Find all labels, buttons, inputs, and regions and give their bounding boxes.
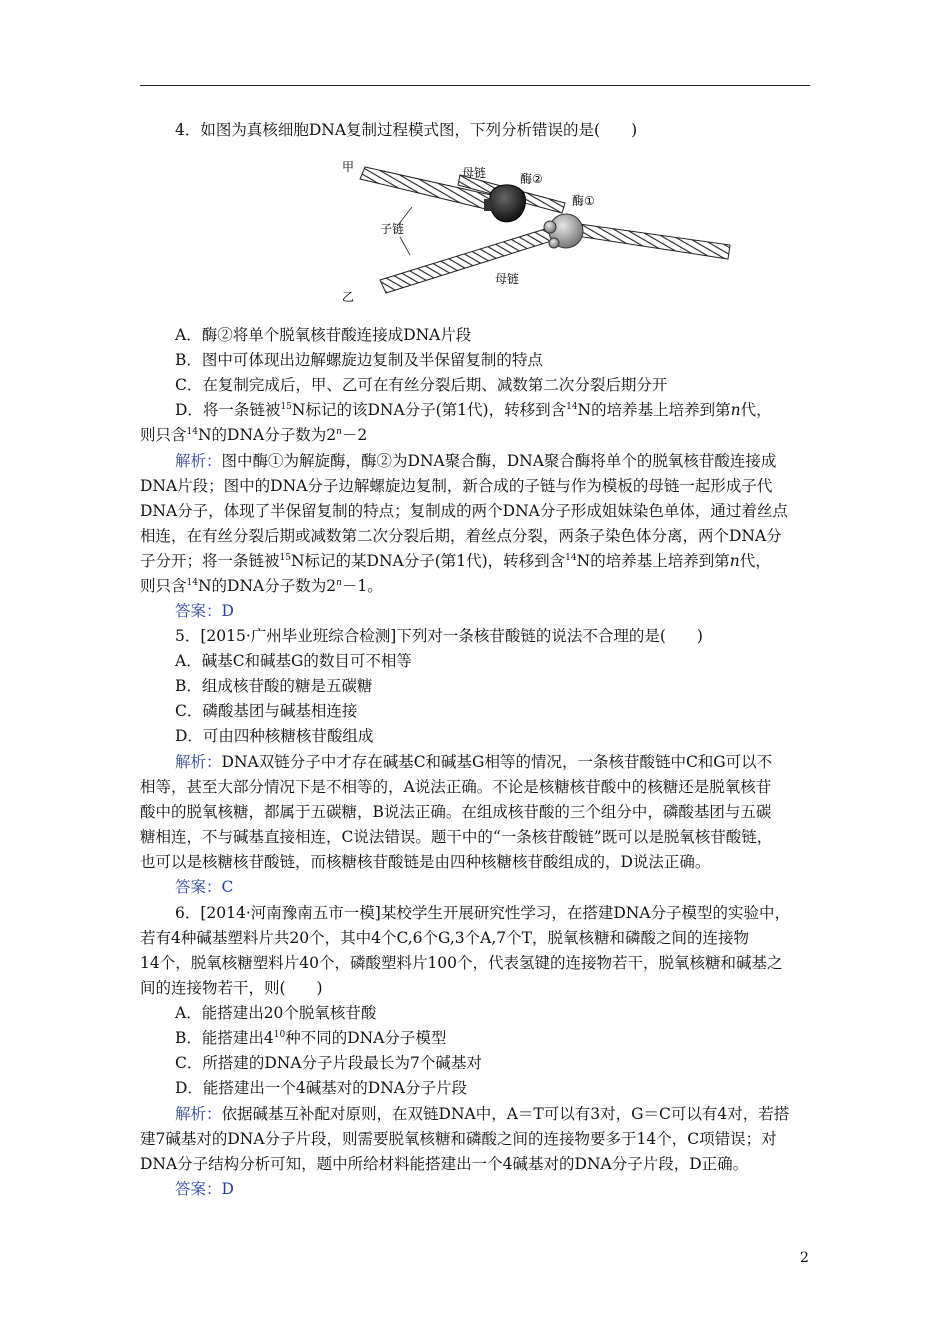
q5-stem: 5．[2015·广州毕业班综合检测]下列对一条核苷酸链的说法不合理的是( ) [175, 627, 703, 645]
label-enzyme-2: 酶② [520, 172, 543, 186]
q4-analysis-line6: 则只含$^{14}$N的DNA分子数为$2^n-1$。 [140, 577, 383, 595]
q6-stem-line1: 6．[2014·河南豫南五市一模]某校学生开展研究性学习，在搭建DNA分子模型的实验中， [175, 904, 791, 922]
q5-option-b: B．组成核苷酸的糖是五碳糖 [175, 677, 373, 695]
q4-option-c: C．在复制完成后，甲、乙可在有丝分裂后期、减数第二次分裂后期分开 [175, 376, 668, 394]
q6-stem-line2: 若有4种碱基塑料片共20个，其中4个C,6个G,3个A,7个T，脱氧核糖和磷酸之间的连接物 [140, 929, 749, 947]
lower-helix [380, 225, 564, 293]
q6-analysis-line2: 建7碱基对的DNA分子片段，则需要脱氧核糖和磷酸之间的连接物要多于14个，C项错误；对 [140, 1130, 777, 1148]
q5-option-c: C．磷酸基团与碱基相连接 [175, 702, 358, 720]
label-parent-chain-bottom: 母链 [495, 272, 520, 286]
dna-replication-figure [340, 155, 740, 305]
q5-analysis-line1: 解析：DNA双链分子中才存在碱基C和碱基G相等的情况，一条核苷酸链中C和G可以不 [175, 753, 773, 771]
q4-answer: 答案：D [175, 602, 234, 620]
q5-answer: 答案：C [175, 878, 234, 896]
label-parent-chain-top: 母链 [462, 166, 487, 180]
q4-option-b: B．图中可体现出边解螺旋边复制及半保留复制的特点 [175, 351, 543, 369]
q5-analysis-line3: 酸中的脱氧核糖，都属于五碳糖，B说法正确。在组成核苷酸的三个组分中，磷酸基团与五碳 [140, 803, 772, 821]
header-rule [140, 85, 810, 86]
q4-analysis-line3: DNA分子，体现了半保留复制的特点；复制成的两个DNA分子形成姐妹染色单体，通过着丝点 [140, 502, 788, 520]
q5-option-a: A．碱基C和碱基G的数目可不相等 [175, 652, 412, 670]
enzyme-1-shape [544, 214, 583, 248]
label-enzyme-1: 酶① [572, 194, 595, 208]
q4-analysis-line4: 相连，在有丝分裂后期或减数第二次分裂后期，着丝点分裂，两条子染色体分离，两个DNA分 [140, 527, 782, 545]
q6-option-c: C．所搭建的DNA分子片段最长为7个碱基对 [175, 1054, 482, 1072]
q6-answer: 答案：D [175, 1180, 234, 1198]
label-yi: 乙 [342, 290, 355, 304]
q6-analysis-line3: DNA分子结构分析可知，题中所给材料能搭建出一个4碱基对的DNA分子片段，D正确。 [140, 1155, 749, 1173]
q6-option-a: A．能搭建出20个脱氧核苷酸 [175, 1004, 377, 1022]
page-number: 2 [800, 1250, 809, 1266]
q4-option-d-line1: D．将一条链被$^{15}$N标记的该DNA分子(第1代)，转移到含$^{14}$N的培养基上培养到第n代， [175, 401, 772, 419]
q6-option-d: D．能搭建出一个4碱基对的DNA分子片段 [175, 1079, 467, 1097]
label-daughter-chain: 子链 [380, 222, 405, 236]
q6-option-b: B．能搭建出$4^{10}$种不同的DNA分子模型 [175, 1029, 447, 1047]
q6-stem-line3: 14个，脱氧核糖塑料片40个，磷酸塑料片100个，代表氢键的连接物若干，脱氧核糖和碱基之 [140, 954, 783, 972]
q4-option-d-line2: 则只含$^{14}$N的DNA分子数为$2^n-2$ [140, 426, 368, 444]
q4-analysis-line5: 子分开；将一条链被$^{15}$N标记的某DNA分子(第1代)，转移到含$^{14}$N的培养基上培养到第n代， [140, 552, 771, 570]
q4-analysis-line1: 解析：图中酶①为解旋酶，酶②为DNA聚合酶，DNA聚合酶将单个的脱氧核苷酸连接成 [175, 452, 777, 470]
q4-option-a: A．酶②将单个脱氧核苷酸连接成DNA片段 [175, 326, 472, 344]
q5-analysis-line5: 也可以是核糖核苷酸链，而核糖核苷酸链是由四种核糖核苷酸组成的，D说法正确。 [140, 853, 711, 871]
q4-stem: 4．如图为真核细胞DNA复制过程模式图，下列分析错误的是( ) [175, 121, 638, 139]
q6-stem-line4: 间的连接物若干，则( ) [140, 979, 323, 997]
q4-analysis-line2: DNA片段；图中的DNA分子边解螺旋边复制，新合成的子链与作为模板的母链一起形成子代 [140, 477, 773, 495]
label-jia: 甲 [342, 160, 355, 174]
q5-option-d: D．可由四种核糖核苷酸组成 [175, 727, 374, 745]
q5-analysis-line4: 糖相连，不与碱基直接相连，C说法错误。题干中的“一条核苷酸链”既可以是脱氧核苷酸链， [140, 828, 773, 846]
parent-duplex [570, 223, 730, 259]
q6-analysis-line1: 解析：依据碱基互补配对原则，在双链DNA中，A＝T可以有3对，G＝C可以有4对，若搭 [175, 1105, 790, 1123]
q5-analysis-line2: 相等，甚至大部分情况下是不相等的，A说法正确。不论是核糖核苷酸中的核糖还是脱氧核苷 [140, 778, 772, 796]
